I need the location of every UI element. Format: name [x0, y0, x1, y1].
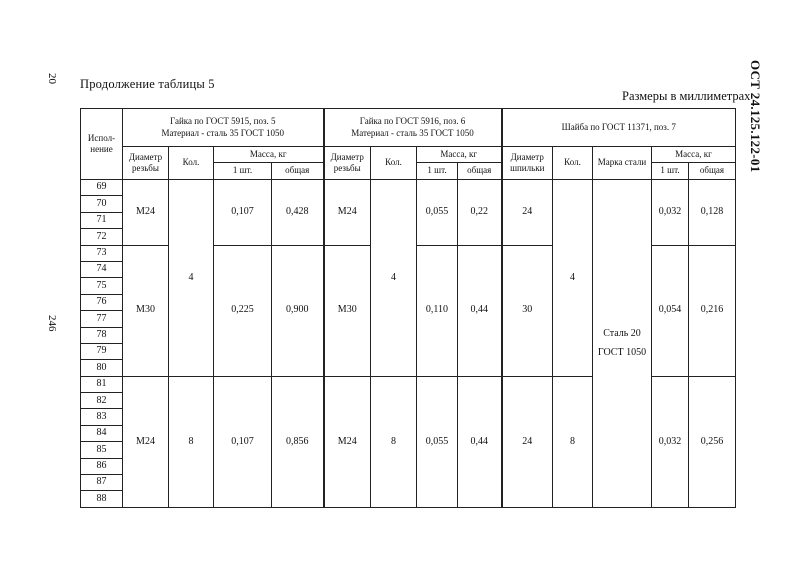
g2-diam-cell: М24 — [324, 376, 371, 507]
continuation-title: Продолжение таблицы 5 — [80, 77, 215, 91]
g1-qty-header: Кол. — [169, 147, 214, 180]
row-number: 74 — [81, 261, 123, 277]
g3-diam-cell: 24 — [502, 180, 553, 246]
group3-header: Шайба по ГОСТ 11371, поз. 7 — [502, 109, 736, 147]
g2-total-header: общая — [458, 163, 502, 180]
group2-header — [324, 109, 502, 147]
g2-one-cell: 0,055 — [417, 180, 458, 246]
row-number: 83 — [81, 409, 123, 425]
row-number: 85 — [81, 442, 123, 458]
g3-total-cell: 0,216 — [689, 245, 736, 376]
row-number: 76 — [81, 294, 123, 310]
g3-qty-cell: 4 — [553, 180, 593, 377]
g3-grade-cell — [593, 180, 652, 508]
steel-line2: ГОСТ 1050 — [597, 347, 647, 359]
g3-qty-cell: 8 — [553, 376, 593, 507]
row-number: 81 — [81, 376, 123, 392]
g2-total-cell: 0,44 — [458, 245, 502, 376]
group1-title-line2: Материал - сталь 35 ГОСТ 1050 — [161, 127, 285, 138]
row-number: 82 — [81, 393, 123, 409]
group1-title-line1: Гайка по ГОСТ 5915, поз. 5 — [169, 116, 276, 127]
row-number: 78 — [81, 327, 123, 343]
row-number: 70 — [81, 196, 123, 212]
g1-total-header: общая — [272, 163, 324, 180]
row-number: 84 — [81, 425, 123, 441]
row-number: 88 — [81, 491, 123, 507]
g3-diam-cell: 30 — [502, 245, 553, 376]
row-number: 73 — [81, 245, 123, 261]
g1-one-header: 1 шт. — [214, 163, 272, 180]
g3-total-cell: 0,128 — [689, 180, 736, 246]
g1-diam-cell: М30 — [123, 245, 169, 376]
g2-diam-cell: М24 — [324, 180, 371, 246]
g1-total-cell: 0,428 — [272, 180, 324, 246]
g3-one-header: 1 шт. — [652, 163, 689, 180]
row-number: 69 — [81, 180, 123, 196]
g2-one-header: 1 шт. — [417, 163, 458, 180]
group1-header — [123, 109, 324, 147]
row-number: 80 — [81, 360, 123, 376]
group2-title-line2: Материал - сталь 35 ГОСТ 1050 — [351, 127, 474, 138]
page-number: 20 — [46, 73, 58, 84]
g1-qty-cell: 8 — [169, 376, 214, 507]
g2-qty-cell: 4 — [371, 180, 417, 377]
g1-one-cell: 0,107 — [214, 180, 272, 246]
row-number: 72 — [81, 229, 123, 245]
dimensions-note: Размеры в миллиметрах — [622, 89, 751, 103]
g1-total-cell: 0,856 — [272, 376, 324, 507]
g1-mass-header: Масса, кг — [214, 147, 324, 163]
g3-diam-header: Диаметр шпильки — [502, 147, 553, 180]
g3-total-cell: 0,256 — [689, 376, 736, 507]
g2-one-cell: 0,110 — [417, 245, 458, 376]
g2-total-cell: 0,44 — [458, 376, 502, 507]
document-code: ОСТ 24.125.122-01 — [748, 60, 763, 173]
row-number: 77 — [81, 311, 123, 327]
g3-grade-header: Марка стали — [593, 147, 652, 180]
g1-diam-cell: М24 — [123, 376, 169, 507]
g2-mass-header: Масса, кг — [417, 147, 502, 163]
g2-qty-cell: 8 — [371, 376, 417, 507]
g3-mass-header: Масса, кг — [652, 147, 736, 163]
g1-diam-header: Диаметр резьбы — [123, 147, 169, 180]
side-page-number: 246 — [46, 315, 58, 332]
row-number: 79 — [81, 343, 123, 359]
g2-diam-header: Диаметр резьбы — [324, 147, 371, 180]
g3-one-cell: 0,032 — [652, 376, 689, 507]
group2-title-line1: Гайка по ГОСТ 5916, поз. 6 — [359, 116, 466, 127]
g1-total-cell: 0,900 — [272, 245, 324, 376]
row-number: 87 — [81, 475, 123, 491]
row-number: 75 — [81, 278, 123, 294]
steel-line1: Сталь 20 — [603, 328, 641, 340]
g3-one-cell: 0,054 — [652, 245, 689, 376]
specification-table — [80, 108, 736, 508]
g3-diam-cell: 24 — [502, 376, 553, 507]
g2-total-cell: 0,22 — [458, 180, 502, 246]
row-number: 71 — [81, 212, 123, 228]
g2-one-cell: 0,055 — [417, 376, 458, 507]
g1-qty-cell: 4 — [169, 180, 214, 377]
col-ispolnenie-header: Испол-нение — [81, 109, 123, 180]
g1-one-cell: 0,107 — [214, 376, 272, 507]
g1-diam-cell: М24 — [123, 180, 169, 246]
g2-qty-header: Кол. — [371, 147, 417, 180]
g2-diam-cell: М30 — [324, 245, 371, 376]
row-number: 86 — [81, 458, 123, 474]
g3-total-header: общая — [689, 163, 736, 180]
g3-qty-header: Кол. — [553, 147, 593, 180]
g1-one-cell: 0,225 — [214, 245, 272, 376]
g3-one-cell: 0,032 — [652, 180, 689, 246]
